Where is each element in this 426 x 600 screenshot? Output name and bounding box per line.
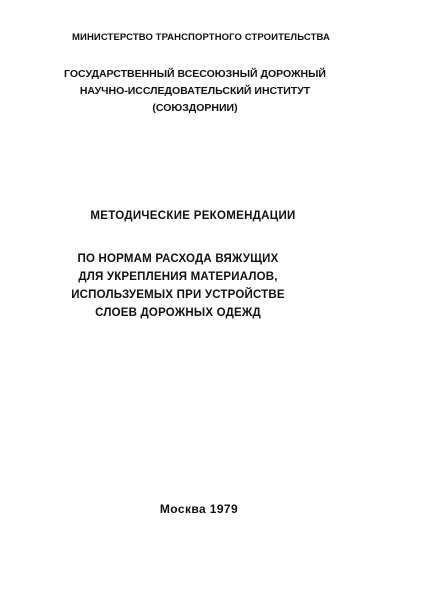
subtitle-line: СЛОЕВ ДОРОЖНЫХ ОДЕЖД [95, 307, 261, 319]
document-title: МЕТОДИЧЕСКИЕ РЕКОМЕНДАЦИИ [90, 210, 296, 222]
subtitle-line: ИСПОЛЬЗУЕМЫХ ПРИ УСТРОЙСТВЕ [71, 289, 285, 301]
subtitle-line: ПО НОРМАМ РАСХОДА ВЯЖУЩИХ [77, 253, 279, 265]
organization-abbreviation: (СОЮЗДОРНИИ) [152, 102, 238, 114]
organization-line: НАУЧНО-ИССЛЕДОВАТЕЛЬСКИЙ ИНСТИТУТ [79, 85, 311, 97]
organization-line: ГОСУДАРСТВЕННЫЙ ВСЕСОЮЗНЫЙ ДОРОЖНЫЙ [64, 68, 326, 80]
ministry-name: МИНИСТЕРСТВО ТРАНСПОРТНОГО СТРОИТЕЛЬСТВА [72, 32, 330, 43]
organization-name [0, 66, 390, 117]
document-subtitle [0, 250, 356, 322]
place-and-year: Москва 1979 [159, 502, 239, 516]
subtitle-line: ДЛЯ УКРЕПЛЕНИЯ МАТЕРИАЛОВ, [78, 271, 278, 283]
